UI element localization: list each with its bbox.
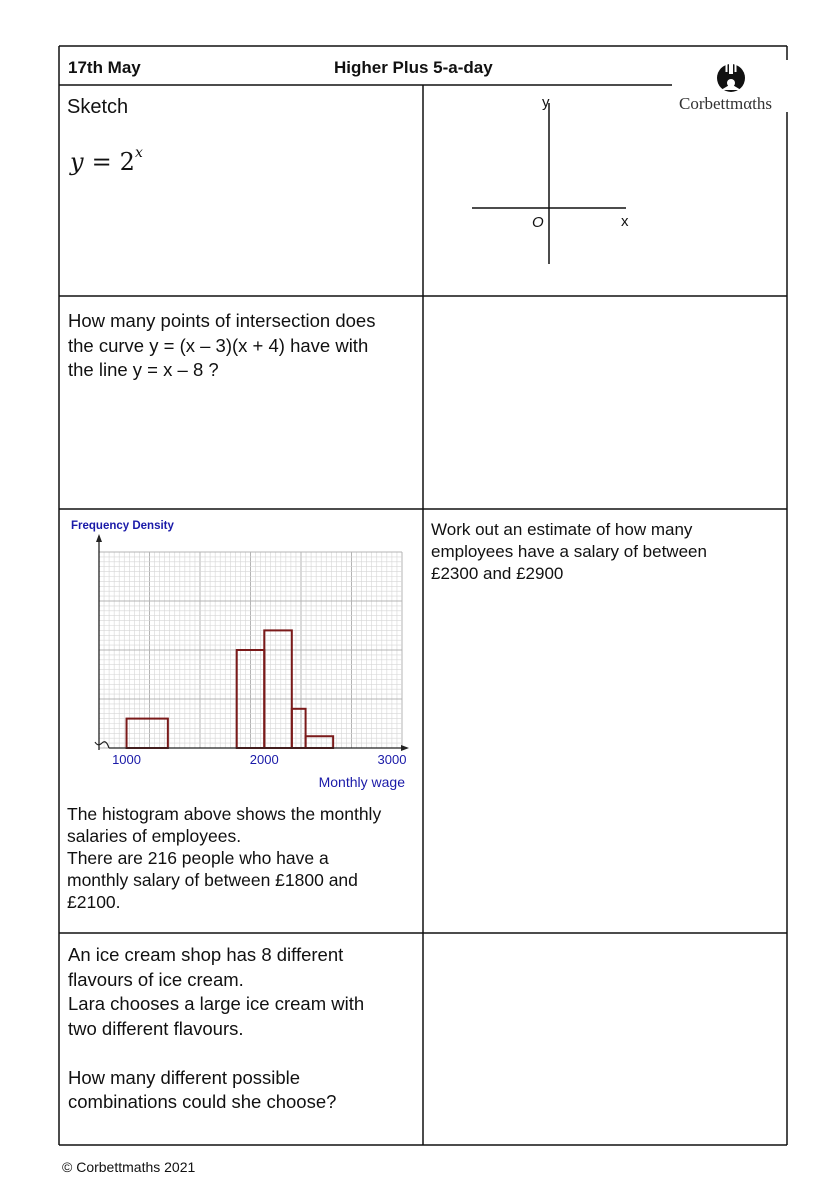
q3-task-line: £2300 and £2900 [431,564,564,583]
axis-break [95,742,109,748]
corbettmaths-logo-text: Corbettmαths [679,94,772,113]
q2-line: the line y = x – 8 ? [68,359,219,380]
equation-lhs: y [70,148,84,176]
origin-label: O [532,214,544,231]
q1-equation [70,145,143,176]
q3-line: £2100. [67,892,121,912]
q3-line: The histogram above shows the monthly [67,804,382,824]
x-tick-label: 3000 [377,752,407,767]
y-axis-label: y [542,94,550,111]
q1-axes [460,88,650,270]
q4-line: flavours of ice cream. [68,968,244,990]
q4-line: An ice cream shop has 8 different [68,944,344,965]
q1-sketch-label: Sketch [67,96,129,118]
corbettmaths-logo-icon [711,60,751,96]
q3-task-line: employees have a salary of between [431,542,707,561]
q3-line: There are 216 people who have a [67,848,329,868]
q3-line: salaries of employees. [67,826,242,846]
x-tick-label: 2000 [249,752,279,767]
histogram-chart [62,512,420,797]
equation-base: 2 [119,148,135,176]
q2-question [68,309,375,383]
q2-line: the curve y = (x – 3)(x + 4) have with [68,334,369,356]
x-axis-label: Monthly wage [318,774,405,790]
q3-task [431,519,707,585]
y-axis-label: Frequency Density [71,520,174,532]
x-axis-label: x [621,213,629,230]
q4-question [68,943,364,1115]
y-axis-arrow [96,534,102,542]
q4-line: How many different possible [68,1066,301,1088]
q3-description [67,803,381,913]
q4-line: Lara chooses a large ice cream with [68,993,365,1014]
q4-line [68,1041,364,1066]
x-axis-arrow [401,745,409,751]
x-tick-label: 1000 [112,752,142,767]
worksheet-date: 17th May [68,58,141,77]
q4-line: combinations could she choose? [68,1091,337,1112]
q3-line: monthly salary of between £1800 and [67,870,358,890]
q4-line: two different flavours. [68,1017,244,1039]
equation-exponent: x [134,145,143,161]
worksheet-title: Higher Plus 5-a-day [334,58,493,77]
q3-task-line: Work out an estimate of how many [431,520,693,539]
q2-line: How many points of intersection does [68,310,376,331]
equation-equals: = [91,148,112,176]
footer-copyright: © Corbettmaths 2021 [62,1159,196,1175]
